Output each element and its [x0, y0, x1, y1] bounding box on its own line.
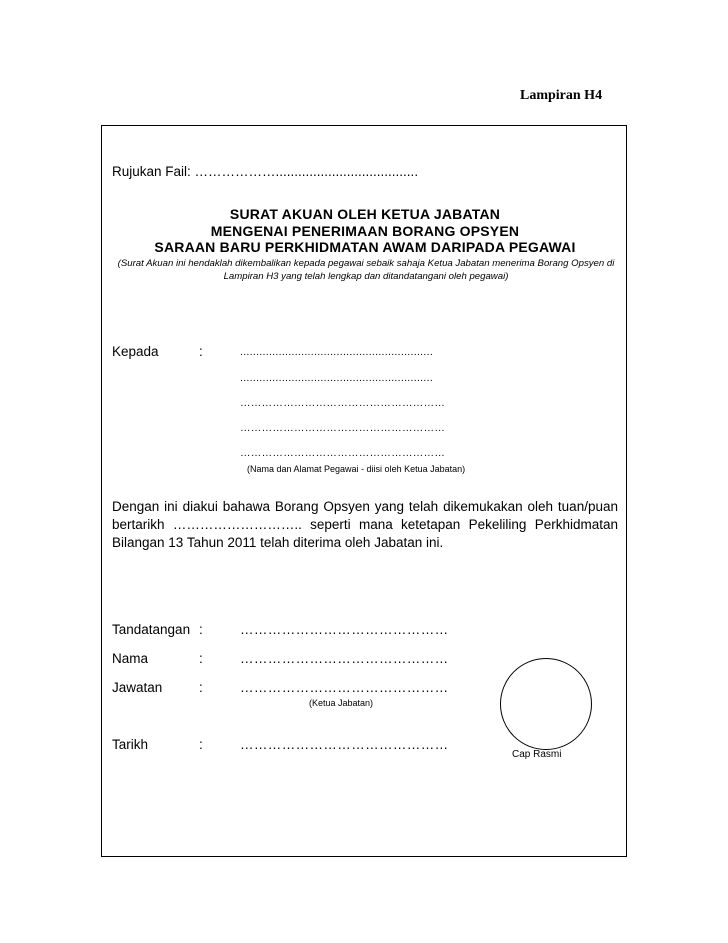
official-stamp-circle — [500, 658, 592, 750]
declaration-form — [101, 125, 627, 857]
address-line-1: ............................................................ — [240, 346, 434, 358]
tandatangan-label: Tandatangan — [112, 622, 191, 637]
tandatangan-colon: : — [199, 622, 203, 637]
address-caption: (Nama dan Alamat Pegawai - diisi oleh Ketua Jabatan) — [247, 464, 466, 474]
jawatan-dots: ……………………………………… — [240, 680, 449, 695]
address-line-2: ............................................................ — [240, 372, 434, 384]
form-title-line-1: SURAT AKUAN OLEH KETUA JABATAN — [229, 206, 501, 222]
address-line-4: ………………………………………………… — [240, 422, 446, 434]
appendix-label: Lampiran H4 — [520, 88, 603, 103]
tarikh-label: Tarikh — [112, 737, 149, 752]
tarikh-colon: : — [199, 737, 203, 752]
address-line-3: ………………………………………………… — [240, 397, 446, 409]
form-title-line-3: SARAAN BARU PERKHIDMATAN AWAM DARIPADA PEGAWAI — [154, 239, 576, 255]
declaration-paragraph: Dengan ini diakui bahawa Borang Opsyen yang telah dikemukakan oleh tuan/puan bertarikh ……………………….. seperti mana ketetapan Pekeliling Perkhidmatan Bilangan 13 Tahun 2011 telah diterima oleh Jabatan ini. — [112, 499, 618, 550]
form-instruction-note: (Surat Akuan ini hendaklah dikembalikan kepada pegawai sebaik sahaja Ketua Jabatan menerima Borang Opsyen di Lampiran H3 yang telah lengkap dan ditandatangani oleh pegawai) — [117, 258, 615, 282]
jawatan-label: Jawatan — [112, 680, 163, 695]
nama-colon: : — [199, 651, 203, 666]
official-stamp-label: Cap Rasmi — [512, 749, 562, 760]
tarikh-dots: ……………………………………… — [240, 737, 449, 752]
kepada-label: Kepada — [112, 344, 159, 359]
file-reference-field: Rujukan Fail: ………………...................................... — [112, 164, 419, 179]
jawatan-colon: : — [199, 680, 203, 695]
nama-label: Nama — [112, 651, 149, 666]
form-title-line-2: MENGENAI PENERIMAAN BORANG OPSYEN — [210, 223, 520, 239]
tandatangan-dots: ……………………………………… — [240, 622, 449, 637]
nama-dots: ……………………………………… — [240, 651, 449, 666]
kepada-colon: : — [199, 344, 203, 359]
jawatan-caption: (Ketua Jabatan) — [309, 698, 374, 708]
address-line-5: ………………………………………………… — [240, 447, 446, 459]
